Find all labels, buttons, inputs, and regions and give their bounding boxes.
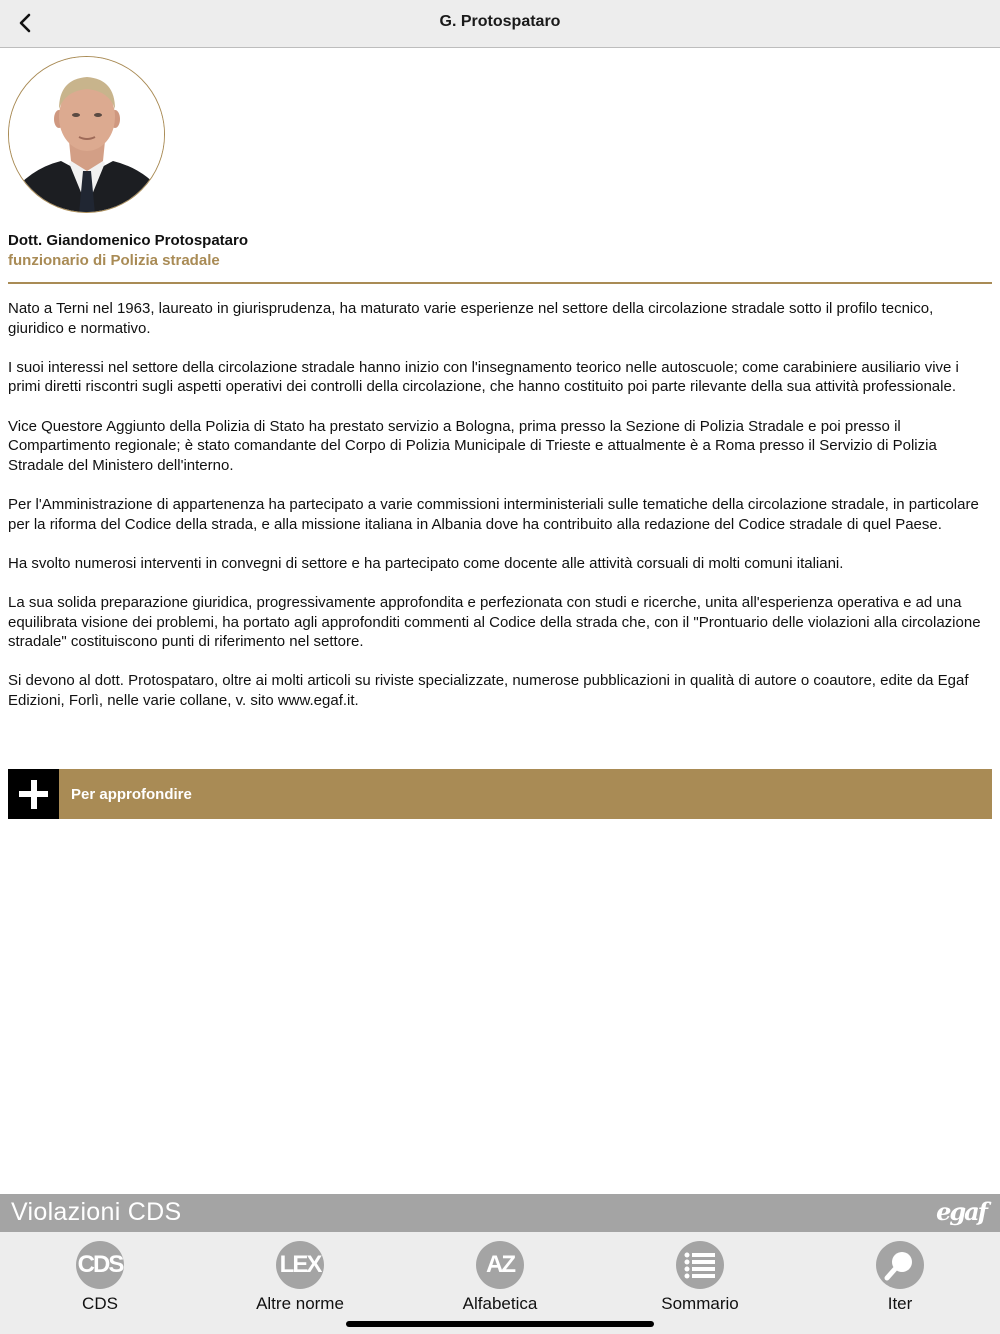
tab-label: Altre norme: [256, 1294, 344, 1313]
tab-label: Alfabetica: [462, 1294, 538, 1313]
bio-paragraph: Ha svolto numerosi interventi in convegni di settore e ha partecipato come docente alle attività corsuali di molti comuni italiani.: [8, 554, 844, 572]
more-info-button[interactable]: [8, 769, 992, 819]
brand-bar: [0, 1194, 1000, 1232]
divider: [8, 282, 992, 284]
egaf-logo: egaf: [936, 1197, 986, 1226]
page-title: G. Protospataro: [439, 13, 561, 30]
tab-bar: [0, 1232, 1000, 1334]
search-icon: [876, 1241, 924, 1289]
tab-cds[interactable]: [0, 1232, 200, 1314]
plus-icon: [8, 769, 59, 819]
tab-sommario[interactable]: [600, 1232, 800, 1314]
bio-paragraph: La sua solida preparazione giuridica, progressivamente approfondita e perfezionata con studi e ricerche, unita all'esperienza operativa e ad una equilibrata visione dei problemi, ha portato agli approfonditi commenti al Codice della strada che, con il "Prontuario delle violazioni alla circolazione stradale" costituiscono punti di riferimento nel settore.: [8, 593, 981, 651]
app-title: Violazioni CDS: [11, 1198, 182, 1226]
bio-paragraph: Per l'Amministrazione di appartenenza ha partecipato a varie commissioni interministeriali sulle tematiche della circolazione stradale, in particolare per la riforma del Codice della strada, e alla missione italiana in Albania dove ha contribuito alla redazione del Codice stradale di quel Paese.: [8, 495, 979, 533]
tab-label: Sommario: [661, 1294, 739, 1313]
bio-paragraph: Vice Questore Aggiunto della Polizia di Stato ha prestato servizio a Bologna, prima presso la Sezione di Polizia Stradale e poi presso il Compartimento regionale; è stato comandante del Corpo di Polizia Municipale di Trieste e attualmente è a Roma presso il Servizio di Polizia Stradale del Ministero dell'interno.: [8, 417, 937, 474]
more-info-label: Per approfondire: [71, 785, 192, 803]
tab-label: Iter: [887, 1294, 913, 1313]
bio-paragraph: Si devono al dott. Protospataro, oltre ai molti articoli su riviste specializzate, numerose pubblicazioni in qualità di autore o coautore, edite da Egaf Edizioni, Forlì, nelle varie collane, v. sito www.egaf.it.: [8, 672, 969, 709]
tab-altre-norme[interactable]: [200, 1232, 400, 1314]
tab-iter[interactable]: [800, 1232, 1000, 1314]
author-bio: [8, 299, 992, 730]
bio-paragraph: Nato a Terni nel 1963, laureato in giurisprudenza, ha maturato varie esperienze nel settore della circolazione stradale sotto il profilo tecnico, giuridico e normativo.: [8, 300, 934, 337]
navigation-bar: [0, 0, 1000, 48]
lex-icon: LEX: [276, 1241, 324, 1289]
tab-alfabetica[interactable]: [400, 1232, 600, 1314]
author-photo: [8, 56, 165, 213]
author-role: funzionario di Polizia stradale: [8, 252, 220, 269]
bio-paragraph: I suoi interessi nel settore della circolazione stradale hanno inizio con l'insegnamento teorico nelle autoscuole; come carabiniere ausiliario vive i primi diretti riscontri sugli aspetti operativi dei controlli della circolazione, che hanno costituito poi parte rilevante della sua attività professionale.: [8, 358, 959, 396]
az-icon: AZ: [476, 1241, 524, 1289]
list-icon: [676, 1241, 724, 1289]
tab-label: CDS: [82, 1294, 118, 1313]
author-name: Dott. Giandomenico Protospataro: [8, 232, 249, 249]
home-indicator[interactable]: [346, 1321, 654, 1327]
cds-icon: CDS: [76, 1241, 124, 1289]
